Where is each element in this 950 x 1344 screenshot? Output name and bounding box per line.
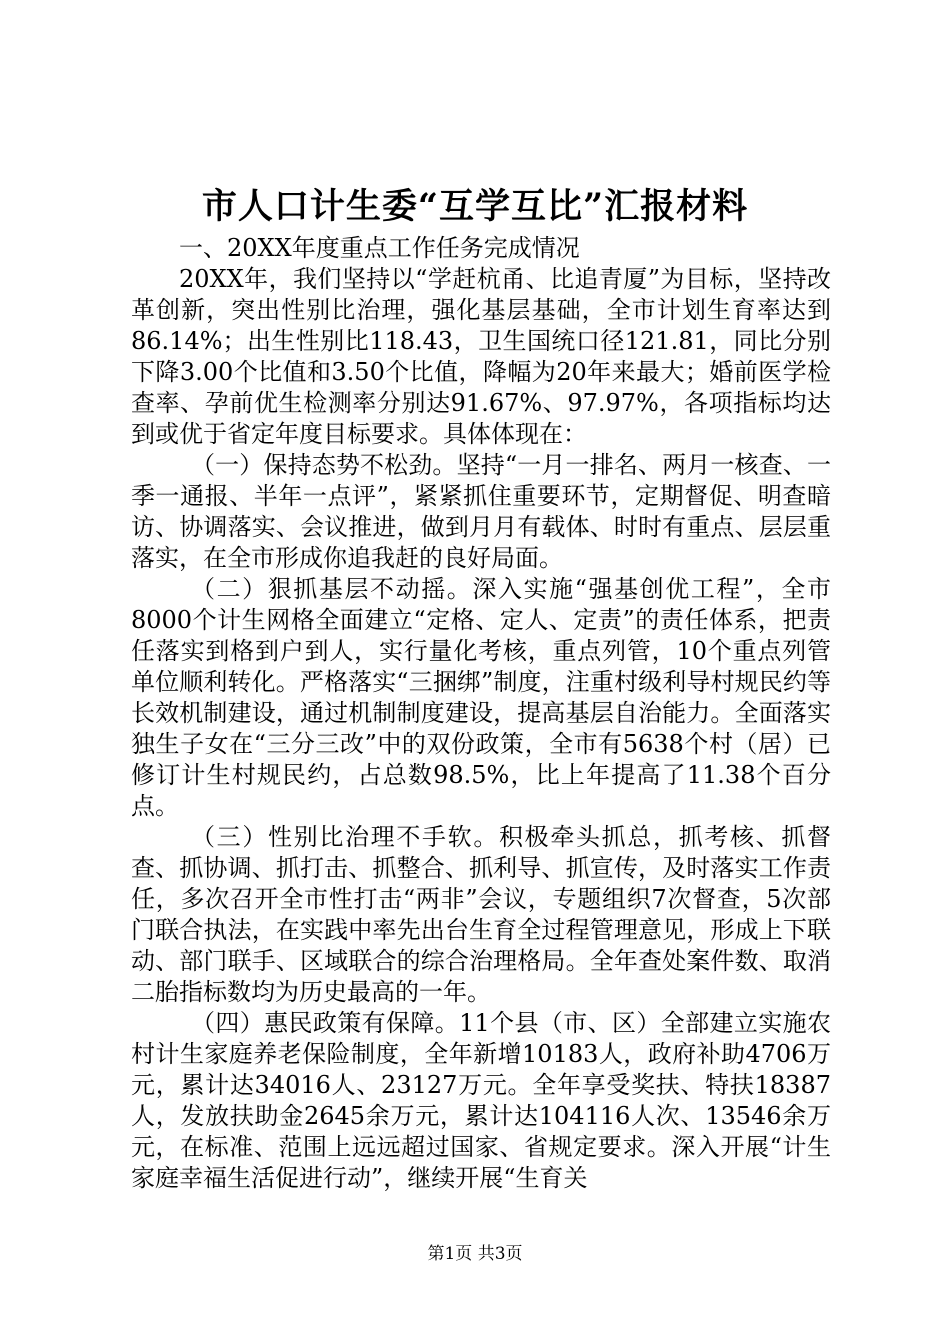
paragraph-summary: 20XX年，我们坚持以“学赶杭甬、比追青厦”为目标，坚持改革创新，突出性别比治理，强化基层基础，全市计划生育率达到86.14%；出生性别比118.43，卫生国统口径121.81，同比分别下降3.00个比值和3.50个比值，降幅为20年来最大；婚前医学检查率、孕前优生检测率分别达91.67%、97.97%，各项指标均达到或优于省定年度目标要求。具体体现在：	[131, 265, 831, 448]
page-footer: 第1页 共3页	[427, 1244, 523, 1264]
document-title: 市人口计生委“互学互比”汇报材料	[201, 186, 749, 227]
paragraph-item-2: （二）狠抓基层不动摇。深入实施“强基创优工程”，全市8000个计生网格全面建立“定格、定人、定责”的责任体系，把责任落实到格到户到人，实行量化考核，重点列管，10个重点列管单位顺利转化。严格落实“三捆绑”制度，注重村级利导村规民约等长效机制建设，通过机制制度建设，提高基层自治能力。全面落实独生子女在“三分三改”中的双份政策，全市有5638个村（居）已修订计生村规民约，占总数98.5%，比上年提高了11.38个百分点。	[131, 575, 831, 820]
section-heading: 一、20XX年度重点工作任务完成情况	[179, 234, 580, 262]
document-body	[131, 233, 831, 1194]
paragraph-item-4: （四）惠民政策有保障。11个县（市、区）全部建立实施农村计生家庭养老保险制度，全年新增10183人，政府补助4706万元，累计达34016人、23127万元。全年享受奖扶、特扶18387人，发放扶助金2645余万元，累计达104116人次、13546余万元，在标准、范围上远远超过国家、省规定要求。深入开展“计生家庭幸福生活促进行动”，继续开展“生育关	[131, 1009, 831, 1192]
paragraph-item-3: （三）性别比治理不手软。积极牵头抓总，抓考核、抓督查、抓协调、抓打击、抓整合、抓利导、抓宣传，及时落实工作责任，多次召开全市性打击“两非”会议，专题组织7次督查，5次部门联合执法，在实践中率先出台生育全过程管理意见，形成上下联动、部门联手、区域联合的综合治理格局。全年查处案件数、取消二胎指标数均为历史最高的一年。	[131, 823, 831, 1006]
paragraph-item-1: （一）保持态势不松劲。坚持“一月一排名、两月一核查、一季一通报、半年一点评”，紧紧抓住重要环节，定期督促、明查暗访、协调落实、会议推进，做到月月有载体、时时有重点、层层重落实，在全市形成你追我赶的良好局面。	[131, 451, 831, 572]
